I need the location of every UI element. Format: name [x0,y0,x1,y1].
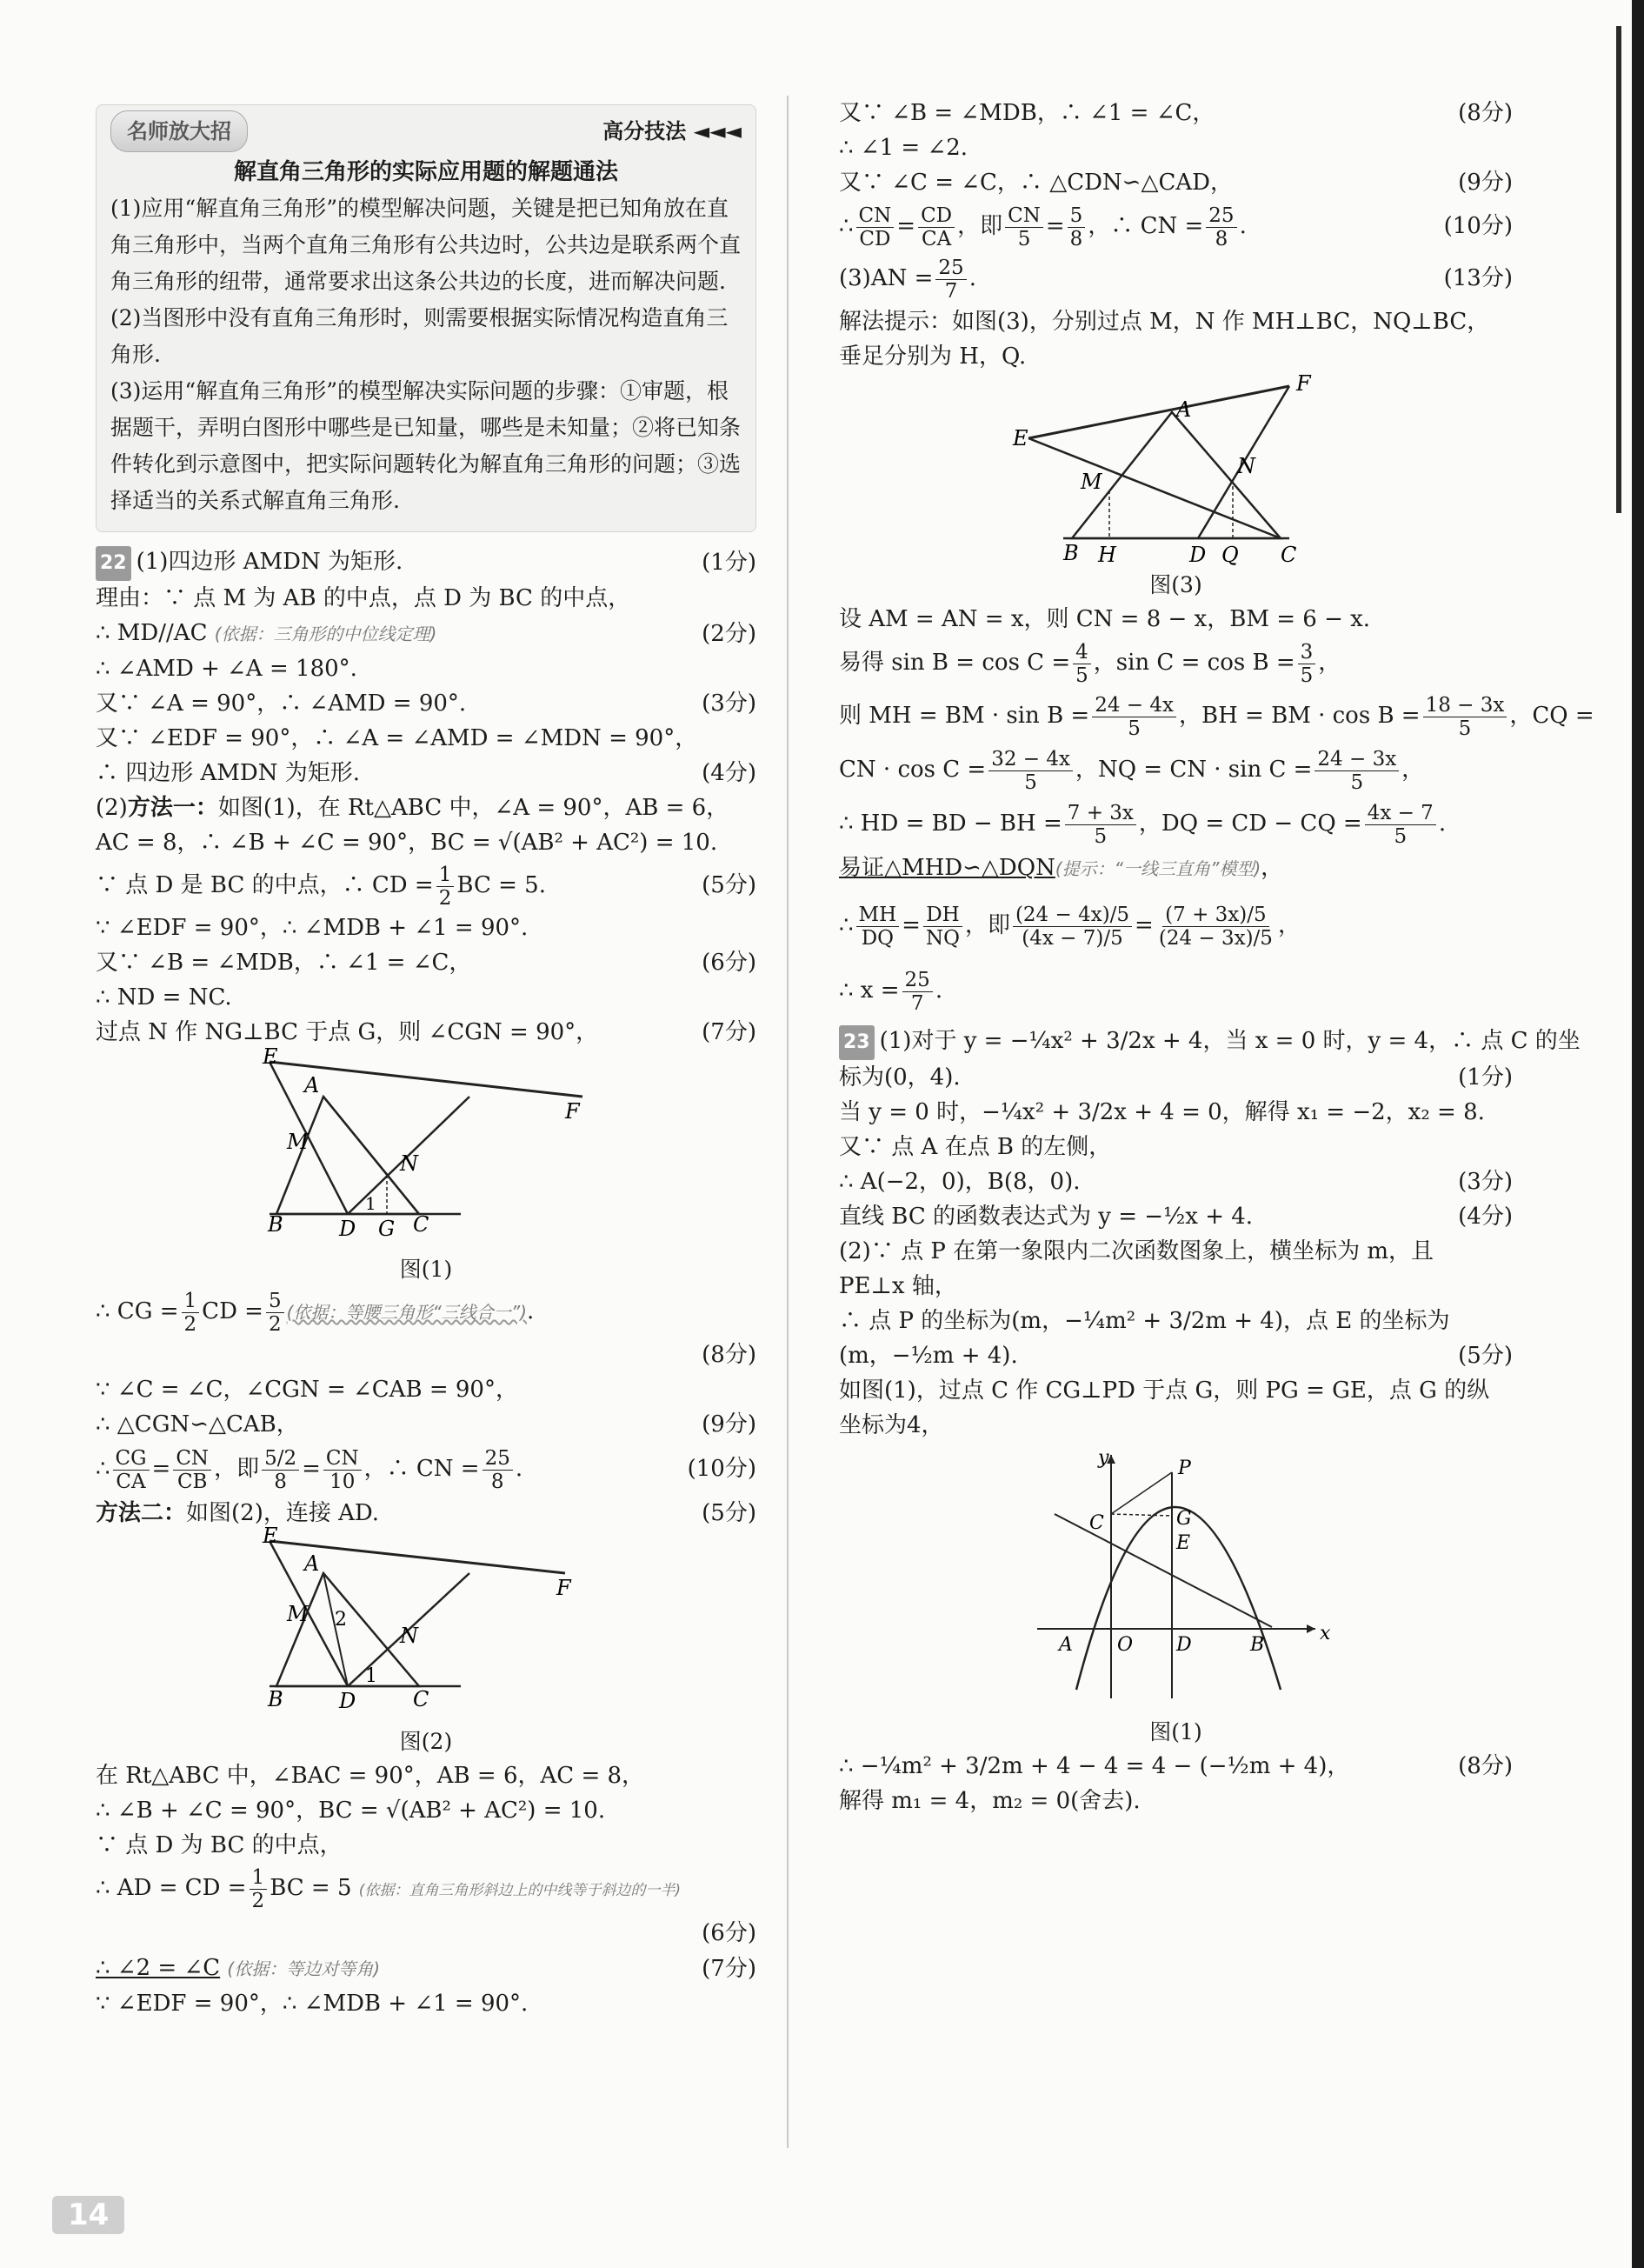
label-P: P [1177,1458,1191,1479]
r-line-5: (3)AN = $\frac{25}{7}$ . (13分) [839,256,1513,303]
q22-line-7: ∴ 四边形 AMDN 为矩形. (4分) [96,760,756,786]
q23-line-2: 标为(0，4). (1分) [839,1064,1513,1091]
q22-line-22: ∵ 点 D 为 BC 的中点， [96,1832,343,1858]
label-D: D [339,1689,356,1713]
q23-line-13: ∴ −¼m² + 3/2m + 4 − 4 = 4 − (−½m + 4)， (8分) [839,1753,1513,1779]
q22-line-24: ∴ ∠2 = ∠C (依据：等边对等角) (7分) [96,1955,756,1982]
label-A: A [304,1073,320,1097]
q22-line-5: 又∵ ∠A = 90°，∴ ∠AMD = 90°. (3分) [96,690,756,717]
label-angle-2: 2 [335,1609,347,1631]
q22-line-6: 又∵ ∠EDF = 90°，∴ ∠A = ∠AMD = ∠MDN = 90°， [96,725,698,751]
q23-line-4: 又∵ 点 A 在点 B 的左侧， [839,1134,1112,1160]
label-C: C [413,1212,429,1237]
label-B: B [1062,541,1079,565]
r-line-8: 设 AM = AN = x，则 CN = 8 − x，BM = 6 − x. [839,606,1371,632]
label-A: A [304,1551,320,1576]
label-D: D [1175,1634,1192,1656]
label-B: B [268,1687,283,1711]
label-F: F [556,1576,571,1600]
tip-title: 解直角三角形的实际应用题的解题通法 [233,159,618,185]
q22-line-19: 方法二：如图(2)，连接 AD. (5分) [96,1500,756,1526]
r-line-12: ∴ HD = BD − BH = $\frac{7 + 3x}{5}$ ，DQ = CD − CQ = $\frac{4x - 7}{5}$ . [839,801,1447,848]
tip-badge: 名师放大招 [110,110,248,152]
label-O: O [1116,1634,1133,1656]
r-line-6: 解法提示：如图(3)，分别过点 M，N 作 MH⊥BC，NQ⊥BC， [839,309,1490,335]
q23-line-5: ∴ A(−2，0)，B(8，0). (3分) [839,1169,1513,1195]
label-N: N [1236,454,1255,478]
label-F: F [565,1099,580,1124]
label-A: A [1058,1634,1073,1656]
label-y: y [1097,1447,1108,1469]
r-line-14: ∴ $\frac{MH}{DQ}$ = $\frac{DH}{NQ}$ ，即 $\frac{(24 - 4x)/5}{(4x - 7)/5}$ = $\frac{(7 + 3x)/5}{(24 - 3x)/5}$ ， [839,903,1301,950]
label-C: C [413,1687,429,1711]
figure-3-caption: 图(3) [1149,572,1202,597]
q23-line-3: 当 y = 0 时，−¼x² + 3/2x + 4 = 0，解得 x₁ = −2，x₂ = 8. [839,1099,1485,1125]
r-line-10: 则 MH = BM · sin B = $\frac{24 - 4x}{5}$ ，BH = BM · cos B = $\frac{18 - 3x}{5}$ ，CQ = [839,693,1594,740]
page-edge-mark [1616,26,1621,513]
tip-tag: 高分技法 ◄◄◄ [602,119,742,143]
q22-line-4: ∴ ∠AMD + ∠A = 180°. [96,656,357,682]
q23-line-11: 如图(1)，过点 C 作 CG⊥PD 于点 G，则 PG = GE，点 G 的纵 [839,1377,1490,1404]
label-D: D [1188,543,1206,567]
q22-line-17: ∴ △CGN∽△CAB， (9分) [96,1411,756,1438]
figure-3-diagram [1012,371,1333,569]
q22-line-20: 在 Rt△ABC 中，∠BAC = 90°，AB = 6，AC = 8， [96,1763,645,1789]
r-line-4: ∴ $\frac{CN}{CD}$ = $\frac{CD}{CA}$ ，即 $\frac{CN}{5}$ = $\frac{5}{8}$ ，∴ CN = $\frac{25}{8}$ . (10分) [839,203,1513,250]
r-line-15: ∴ x = $\frac{25}{7}$ . [839,968,943,1015]
label-C: C [1280,543,1296,567]
label-B: B [268,1212,283,1237]
tip-box [96,104,756,532]
q22-line-3: ∴ MD//AC (依据：三角形的中位线定理) (2分) [96,620,756,647]
label-E: E [263,1524,278,1548]
label-M: M [287,1602,309,1626]
r-line-11: CN · cos C = $\frac{32 - 4x}{5}$ ，NQ = CN · sin C = $\frac{24 - 3x}{5}$ ， [839,747,1425,794]
q23-line-9: ∴ 点 P 的坐标为(m，−¼m² + 3/2m + 4)，点 E 的坐标为 [839,1308,1450,1334]
figure-1-diagram [263,1044,582,1253]
q22-line-18: ∴ $\frac{CG}{CA}$ = $\frac{CN}{CB}$ ，即 $\frac{5/2}{8}$ = $\frac{CN}{10}$ ，∴ CN = $\frac{25}{8}$ . (10分) [96,1446,756,1493]
tip-paragraph-3: (3)运用“解直角三角形”的模型解决实际问题的步骤：①审题，根据题干，弄明白图形中哪些是已知量，哪些是未知量；②将已知条件转化到示意图中，把实际问题转化为解直角三角形的问题；③选择适当的关系式解直角三角形. [110,378,742,513]
q22-line-14: 过点 N 作 NG⊥BC 于点 G，则 ∠CGN = 90°， (7分) [96,1019,756,1045]
page-number: 14 [52,2196,124,2234]
label-D: D [339,1217,356,1241]
question-number-22: 22 [96,546,131,581]
figure-1-caption: 图(1) [399,1257,453,1282]
label-M: M [287,1130,309,1154]
label-G: G [1175,1508,1192,1530]
label-E: E [1175,1532,1190,1554]
q23-line-12: 坐标为4， [839,1412,944,1438]
label-angle-1: 1 [365,1665,377,1687]
q22-line-25: ∵ ∠EDF = 90°，∴ ∠MDB + ∠1 = 90°. [96,1991,529,2017]
r-line-9: 易得 sin B = cos C = $\frac{4}{5}$ ，sin C = cos B = $\frac{3}{5}$ ， [839,640,1341,687]
q22-line-16: ∵ ∠C = ∠C，∠CGN = ∠CAB = 90°， [96,1377,518,1403]
q22-line-15: ∴ CG = $\frac{1}{2}$ CD = $\frac{5}{2}$ (依据：等腰三角形“三线合一”). [96,1289,535,1336]
label-M: M [1080,470,1102,494]
q23-line-14: 解得 m₁ = 4，m₂ = 0(舍去). [839,1788,1141,1814]
label-G: G [378,1217,396,1241]
q22-line-11: ∵ ∠EDF = 90°，∴ ∠MDB + ∠1 = 90°. [96,915,529,941]
q23-line-8: PE⊥x 轴， [839,1273,957,1299]
tip-paragraph-1: (1)应用“解直角三角形”的模型解决问题，关键是把已知角放在直角三角形中，当两个直角三角形有公共边时，公共边是联系两个直角三角形的纽带，通常要求出这条公共边的长度，进而解决问题. [110,196,742,294]
label-F: F [1295,371,1311,396]
right-column [839,96,1594,1818]
question-number-23: 23 [839,1025,875,1060]
figure-2-caption: 图(2) [399,1729,453,1754]
q22-line-9: AC = 8，∴ ∠B + ∠C = 90°，BC = √(AB² + AC²) = 10. [96,830,718,856]
q22-line-23-score: (6分) [702,1920,756,1946]
label-B: B [1249,1634,1264,1656]
label-Q: Q [1221,543,1239,567]
q23-line-6: 直线 BC 的函数表达式为 y = −½x + 4. (4分) [839,1204,1513,1230]
r-line-7: 垂足分别为 H，Q. [839,344,1027,370]
label-E: E [1012,426,1028,450]
column-divider [787,96,789,2148]
q23-line-1: 23 (1)对于 y = −¼x² + 3/2x + 4，当 x = 0 时，y = 4，∴ 点 C 的坐 [839,1024,1513,1060]
q23-line-7: (2)∵ 点 P 在第一象限内二次函数图象上，横坐标为 m，且 [839,1238,1434,1264]
q22-line-13: ∴ ND = NC. [96,984,232,1011]
q22-line-10: ∵ 点 D 是 BC 的中点，∴ CD = $\frac{1}{2}$ BC = 5. (5分) [96,863,756,910]
label-N: N [400,1624,418,1648]
figure-q23-graph [1020,1446,1333,1716]
r-line-1: 又∵ ∠B = ∠MDB，∴ ∠1 = ∠C， (8分) [839,100,1513,126]
left-column [96,104,756,2021]
figure-2-diagram [263,1524,582,1725]
q23-line-10: (m，−½m + 4). (5分) [839,1343,1513,1369]
q22-line-12: 又∵ ∠B = ∠MDB，∴ ∠1 = ∠C， (6分) [96,950,756,976]
tip-paragraph-2: (2)当图形中没有直角三角形时，则需要根据实际情况构造直角三角形. [110,305,729,367]
label-x: x [1319,1623,1330,1644]
q22-line-2: 理由：∵ 点 M 为 AB 的中点，点 D 为 BC 的中点， [96,585,631,611]
q22-line-15-score: (8分) [702,1342,756,1368]
r-line-2: ∴ ∠1 = ∠2. [839,135,968,161]
r-line-13: 易证△MHD∽△DQN(提示：“一线三直角”模型)， [839,855,1284,881]
label-angle-1: 1 [365,1193,376,1214]
q22-line-21: ∴ ∠B + ∠C = 90°，BC = √(AB² + AC²) = 10. [96,1798,606,1824]
q22-line-8: (2)方法一：如图(1)，在 Rt△ABC 中，∠A = 90°，AB = 6， [96,795,729,821]
q22-line-23: ∴ AD = CD = $\frac{1}{2}$ BC = 5 (依据：直角三角形斜边上的中线等于斜边的一半) [96,1865,682,1912]
label-A: A [1175,397,1191,422]
r-line-3: 又∵ ∠C = ∠C，∴ △CDN∽△CAD， (9分) [839,170,1513,196]
label-E: E [263,1044,278,1069]
label-N: N [400,1151,418,1176]
q22-line-1: 22 (1)四边形 AMDN 为矩形. (1分) [96,544,756,581]
fraction: $\frac{1}{2}$ [436,864,455,910]
page-edge-shadow [1632,0,1644,2268]
label-C: C [1088,1512,1104,1534]
figure-q23-caption: 图(1) [1149,1719,1202,1744]
label-H: H [1097,543,1116,567]
